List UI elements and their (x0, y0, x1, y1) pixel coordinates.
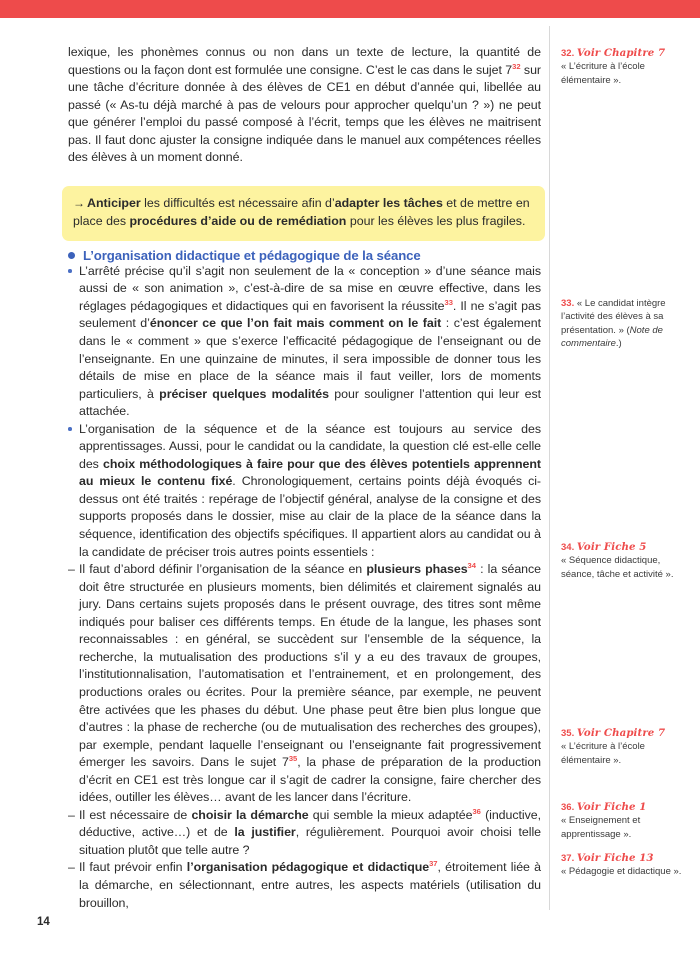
section-bullet-icon (68, 252, 75, 259)
dash-marker: – (68, 807, 75, 822)
highlight-mid-1: les difficultés est nécessaire afin d’ (140, 196, 335, 210)
margin-note-reference[interactable]: Voir Chapitre 7 (576, 47, 666, 59)
dash2-segment-2: qui semble la mieux adaptée (308, 807, 473, 822)
margin-divider-line (549, 26, 550, 910)
arrow-right-icon: → (73, 196, 85, 210)
main-text-column (68, 44, 541, 912)
arrete-bold-2: préciser quelques modalités (159, 386, 329, 401)
page-number: 14 (37, 916, 50, 928)
highlight-mid-2: et de mettre en place des (73, 196, 530, 228)
intro-segment-2: sur une tâche d’écriture donnée à des élèves de CE1 en début d’année qui, libellée au passé (« As-tu déjà marché à pas de velours pour approcher quelqu’un ? ») ne peut que générer l’emploi du passé composé à l’écrit, temps que les élèves ne maitrisent pas. Il faut donc ajuster la consigne indiquée dans le manuel aux compétences réelles des élèves à un moment donné. (68, 62, 541, 165)
margin-note-reference[interactable]: Voir Fiche 1 (576, 801, 647, 813)
dash-marker: – (68, 860, 75, 875)
margin-note-35 (561, 727, 693, 767)
margin-note-number: 32. (561, 48, 575, 59)
margin-note-reference[interactable]: Voir Chapitre 7 (576, 727, 666, 739)
section-heading-label: L’organisation didactique et pédagogique de la séance (83, 248, 421, 263)
dash2-segment-3: (inductive, déductive, active…) et de (79, 807, 541, 840)
margin-note-body: « L’écriture à l’école élémentaire ». (561, 741, 645, 766)
section-heading (68, 248, 541, 263)
footnote-ref-32[interactable]: 32 (512, 61, 521, 71)
paragraph-arrete (68, 263, 541, 421)
highlight-bold-1: Anticiper (87, 196, 141, 210)
margin-note-37 (561, 852, 693, 879)
margin-note-32 (561, 47, 693, 87)
organisation-bold-1: choix méthodologiques à faire pour que des élèves potentiels apprennent au mieux le contenu fixé (79, 456, 541, 489)
dash3-segment-1: Il faut prévoir enfin (79, 860, 187, 875)
dash-item-2 (68, 807, 541, 860)
dash2-bold-1: choisir la démarche (191, 807, 309, 822)
margin-note-body-tail: .) (615, 338, 622, 350)
margin-note-33 (561, 297, 693, 351)
margin-note-36 (561, 801, 693, 841)
footnote-ref-36[interactable]: 36 (472, 806, 481, 816)
arrete-segment-1: L’arrêté précise qu’il s’agit non seulement de la « conception » d’une séance mais aussi de « son animation », c’est-à-dire de sa mise en œuvre effective, dans les réglages pédagogiques et didactiques qui en favorisent la réussite (79, 263, 541, 313)
margin-note-number: 34. (561, 542, 575, 553)
dash2-bold-2: la justifier (234, 825, 296, 840)
highlight-tail: pour les élèves les plus fragiles. (346, 213, 526, 228)
dash1-segment-3: , la phase de préparation de la production d’écrit en CE1 est très longue car il s’agit de cadrer la consigne, faire chercher des idées, outiller les élèves… avant de les lancer dans l’écriture. (79, 755, 541, 805)
highlight-text (73, 195, 534, 231)
arrete-segment-3: : c’est également dans le « comment » que s’exerce l’efficacité pédagogique de l’enseignant ou de l’enseignante. En une quinzaine de minutes, il sera impossible de donner tous les détails de mise en place de la séance mais il faut veiller, lors de moments particuliers, à (79, 316, 541, 401)
paragraph-intro (68, 44, 541, 167)
dash3-segment-2: , étroitement liée à la démarche, en sélectionnant, entre autres, les aspects matériels (utilisation du brouillon, (79, 860, 542, 910)
page-top-accent-bar (0, 0, 700, 18)
arrete-segment-4: pour souligner l’attention qui leur est attachée. (79, 386, 541, 419)
dash-item-1 (68, 561, 541, 807)
margin-note-body: « Enseignement et apprentissage ». (561, 815, 641, 840)
margin-note-number: 33. (561, 298, 575, 309)
dash-item-3 (68, 859, 541, 912)
margin-note-body: « Le candidat intègre l’activité des élèves à sa présentation. » ( (561, 298, 666, 336)
dash2-segment-4: , régulièrement. Pourquoi avoir choisi telle situation plutôt que telle autre ? (79, 825, 541, 857)
margin-note-reference[interactable]: Voir Fiche 5 (576, 541, 647, 553)
highlight-bold-3: procédures d’aide ou de remédiation (129, 213, 347, 228)
dash-marker: – (68, 562, 75, 577)
footnote-ref-33[interactable]: 33 (444, 297, 453, 307)
intro-segment-1: lexique, les phonèmes connus ou non dans un texte de lecture, la quantité de questions ou la façon dont est formulée une consigne. C’est le cas dans le sujet 7 (68, 45, 541, 77)
dash1-bold-1: plusieurs phases (366, 562, 468, 577)
paragraph-bullet-icon (68, 269, 72, 273)
dash2-segment-1: Il est nécessaire de (79, 807, 192, 822)
margin-note-34 (561, 541, 693, 581)
footnote-ref-37[interactable]: 37 (429, 859, 438, 869)
margin-note-body-italic: Note de commentaire (561, 324, 663, 350)
paragraph-bullet-icon (68, 427, 72, 431)
margin-note-number: 37. (561, 853, 575, 864)
dash1-segment-1: Il faut d’abord définir l’organisation de la séance en (79, 562, 367, 577)
footnote-ref-35[interactable]: 35 (288, 754, 298, 764)
highlight-callout-box (62, 186, 545, 241)
margin-note-number: 36. (561, 802, 575, 813)
margin-note-reference[interactable]: Voir Fiche 13 (576, 852, 654, 864)
highlight-bold-2: adapter les tâches (334, 196, 443, 210)
margin-note-number: 35. (561, 728, 575, 739)
arrete-segment-2: . Il ne s’agit pas seulement d’ (79, 298, 541, 331)
margin-note-body: « Séquence didactique, séance, tâche et activité ». (561, 555, 674, 580)
paragraph-organisation (68, 421, 541, 561)
dash3-bold-1: l’organisation pédagogique et didactique (186, 860, 430, 875)
margin-note-body: « Pédagogie et didactique ». (561, 866, 682, 878)
dash1-segment-2: : la séance doit être structurée en plusieurs moments, bien délimités et clairement signalés au jury. Dans certains sujets proposés dans le présent ouvrage, des titres sont même indiqués pour baliser ces différents temps. En étude de la langue, les phases sont reconnaissables : en général, se succèdent sur l’ensemble de la séquence, la recherche, la mutualisation des productions s’il y a eu des travaux de groupes, l’institutionnalisation, l’automatisation et l’entrainement, et en prolongement, des productions orales ou écrites. Pour la première séance, par exemple, ne peuvent être activées que les phases du début. Une phase peut être bien plus longue que d’autres : la phase de recherche (ou de mutualisation des recherches des groupes), par exemple, pendant laquelle l’enseignant ou l’enseignante fait progressivement émerger les savoirs. Dans le sujet 7 (79, 562, 541, 770)
margin-note-body: « L’écriture à l’école élémentaire ». (561, 61, 645, 86)
footnote-ref-34[interactable]: 34 (467, 561, 476, 570)
organisation-segment-2: . Chronologiquement, certains points déjà évoqués ci-dessus ont été traités : repérage de l’objectif général, analyse de la consigne et des supports proposés dans le dossier, mise au clair de la place de la séance dans la séquence, identification des objectifs spécifiques. Il appartient alors au candidat ou à la candidate de préciser trois autres points essentiels : (79, 474, 541, 559)
organisation-segment-1: L’organisation de la séquence et de la séance est toujours au service des apprentissages. Aussi, pour le candidat ou la candidate, la question clé est-elle celle des (79, 421, 541, 471)
arrete-bold-1: énoncer ce que l’on fait mais comment on le fait (149, 316, 442, 331)
